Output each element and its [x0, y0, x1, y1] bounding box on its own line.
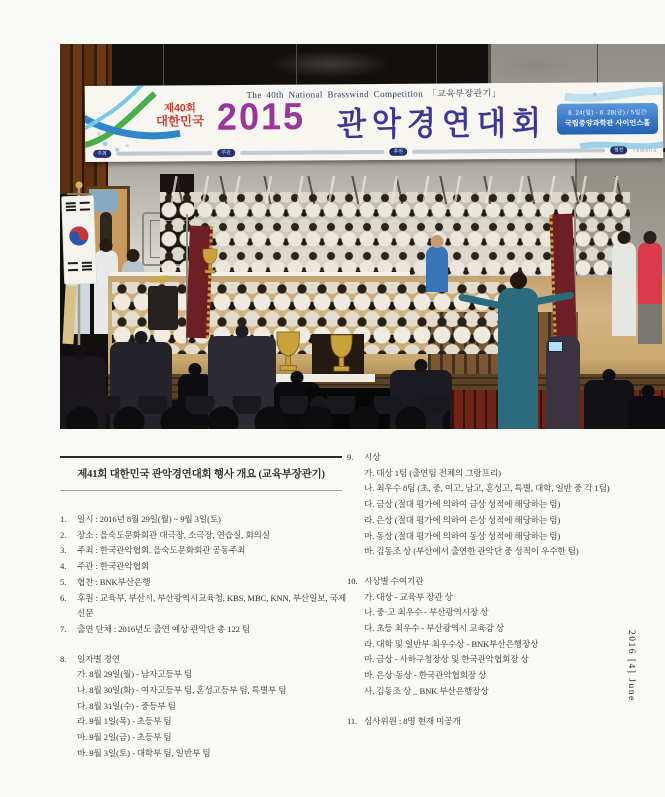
item-text: 바. 9월 3일(토) - 대학부 팀, 일반부 팀	[77, 747, 211, 758]
list-item	[60, 714, 348, 730]
banner-info-box	[557, 103, 658, 135]
sponsor-logos	[240, 150, 385, 155]
blue-polo-man	[426, 246, 448, 292]
list-item	[60, 683, 348, 699]
list-item	[347, 560, 625, 574]
list-item	[347, 450, 625, 466]
banner-korean-title: 관악경연대회	[336, 105, 548, 143]
list-item	[60, 512, 348, 528]
list-item	[60, 559, 348, 575]
item-number: 10.	[347, 575, 358, 586]
list-item	[60, 591, 348, 622]
banner-edition-line2: 대한민국	[155, 113, 205, 129]
item-number: 8.	[60, 653, 67, 664]
item-text: 심사위원 : 8명 현재 미공개	[364, 715, 461, 726]
item-text: 바. 김동조 상 (부산에서 출연한 관악단 중 성적이 우수한 팀)	[364, 546, 579, 557]
grey-skirt	[638, 302, 662, 344]
list-item	[347, 590, 625, 606]
sponsor-logos	[116, 151, 212, 156]
item-number: 4.	[60, 561, 67, 572]
item-text: 다. 초등 최우수 - 부산광역시 교육감 상	[364, 623, 505, 634]
item-text: 일시 : 2016년 8월 29일(월) ~ 9월 3일(토)	[77, 514, 221, 524]
item-text: 마. 9월 2일(금) - 초등부 팀	[77, 732, 172, 743]
item-text: 주관 : 한국관악협회	[77, 561, 149, 572]
list-item	[347, 513, 625, 529]
banner-dates: 8. 24(월) - 8. 28(금) / 5일간	[568, 109, 647, 117]
list-item	[347, 544, 625, 560]
list-item	[60, 746, 348, 762]
event-banner	[85, 82, 664, 162]
item-text: 가. 대상 1팀 (출연팀 전체의 그랑프리)	[364, 467, 501, 478]
item-text: 가. 대상 - 교육부 장관 상	[364, 591, 453, 602]
item-text: 바. 은상·동상 - 한국관악협회장 상	[364, 670, 487, 681]
article-column-right	[347, 450, 625, 729]
item-text: 출연 단체 : 2016년도 출연 예상 관악단 총 122 팀	[77, 623, 251, 634]
teal-shirt-man	[498, 288, 538, 429]
school-flag-left	[186, 226, 213, 339]
item-text: 협찬 : BNK부산은행	[77, 576, 151, 587]
list-item	[347, 497, 625, 513]
article-heading: 제41회 대한민국 관악경연대회 행사 개요 (교육부장관기)	[60, 456, 342, 491]
item-text: 다. 금상 (절대 평가에 의하여 금상 성적에 해당하는 팀)	[364, 499, 561, 510]
list-item	[347, 637, 625, 653]
banner-venue: 국립중앙과학관 사이언스홀	[564, 118, 651, 128]
list-item	[347, 481, 625, 497]
sponsor-badge-support: 후원	[389, 148, 407, 156]
issue-date-vertical: 2016 [4] June	[626, 630, 636, 702]
white-shirt-official	[612, 242, 636, 336]
list-item	[347, 621, 625, 637]
sponsor-badge-partner: 협찬	[610, 146, 628, 154]
list-item	[60, 699, 348, 715]
item-text: 마. 금상 - 사하구청장상 및 한국관악협회장 상	[364, 654, 529, 665]
article-column-left	[60, 512, 348, 762]
event-photo	[60, 44, 665, 429]
banner-year: 2015	[216, 94, 306, 139]
item-text: 사. 김동조 상 _ BNK 부산은행장상	[364, 685, 489, 696]
list-item	[60, 652, 348, 668]
item-text: 나. 8월 30일(화) - 여자고등부 팀, 혼성고등부 팀, 특별부 팀	[77, 685, 287, 696]
banner-wire	[163, 44, 164, 90]
trophy-icons	[265, 328, 380, 382]
item-text: 가. 8월 29일(월) - 남자고등부 팀	[77, 669, 193, 680]
item-number: 11.	[347, 715, 358, 726]
list-item	[60, 543, 348, 559]
list-item	[60, 667, 348, 683]
list-item	[347, 668, 625, 684]
item-text: 나. 최우수 8팀 (초, 중, 여고, 남고, 혼성고, 특별, 대학, 일반 중 각 1팀)	[364, 483, 610, 494]
item-text: 주최 : 한국관악협회. 을숙도문화회관 공동주최	[77, 545, 246, 556]
item-number: 6.	[60, 592, 67, 603]
item-number: 7.	[60, 623, 67, 634]
item-text: 후원 : 교육부, 부산시, 부산광역시교육청, KBS, MBC, KNN, 부산일보, 국제신문	[77, 592, 347, 619]
list-item	[60, 622, 348, 638]
raised-arms	[160, 176, 630, 204]
audience-silhouette	[628, 396, 665, 429]
item-text: 나. 중·고 최우수 - 부산광역시장 상	[364, 607, 489, 618]
item-number	[60, 638, 77, 652]
partner-logo-text: YAMAHA	[632, 147, 658, 153]
list-item	[347, 652, 625, 668]
item-number: 5.	[60, 576, 67, 587]
list-item	[347, 574, 625, 590]
item-number: 1.	[60, 514, 67, 524]
list-item	[347, 529, 625, 545]
stage-light-glow	[270, 50, 390, 78]
item-text: 일자별 경연	[77, 653, 121, 664]
drum-set	[148, 286, 178, 330]
item-number: 9.	[347, 452, 354, 462]
list-item	[347, 684, 625, 700]
list-item	[60, 730, 348, 746]
audience-silhouette	[584, 380, 634, 429]
list-item	[347, 714, 625, 730]
banner-english-title: The 40th National Brasswind Competition 「교육부장관기」	[246, 88, 502, 100]
list-item	[347, 700, 625, 714]
red-jacket-woman	[638, 242, 662, 304]
item-text: 시상별 수여기관	[364, 575, 424, 586]
list-item	[60, 638, 348, 652]
sponsor-badge-organizer: 주관	[217, 149, 235, 157]
item-number	[347, 560, 364, 574]
list-item	[347, 605, 625, 621]
item-text: 다. 8월 31일(수) - 중등부 팀	[77, 700, 176, 711]
list-item	[60, 528, 348, 544]
item-text: 라. 은상 (절대 평가에 의하여 은상 성적에 해당하는 팀)	[364, 514, 561, 525]
trophy-small	[198, 248, 224, 278]
banner-wire	[296, 44, 297, 90]
item-text: 마. 동상 (절대 평가에 의하여 동상 성적에 해당하는 팀)	[364, 530, 561, 541]
stage-light-glow	[490, 52, 580, 80]
list-item	[60, 575, 348, 591]
list-item	[347, 466, 625, 482]
teal-man-head	[510, 272, 527, 289]
banner-edition-line1: 제40회	[163, 102, 196, 115]
sponsor-logos	[412, 148, 605, 153]
banner-edition	[145, 103, 215, 129]
item-text: 라. 9월 1일(목) - 초등부 팀	[77, 716, 172, 727]
item-number: 3.	[60, 545, 67, 556]
item-text: 장소 : 을숙도문화회관 대극장, 소극장, 연습실, 회의실	[77, 529, 270, 540]
item-text: 시상	[364, 452, 381, 462]
sponsor-badge-host: 주최	[93, 150, 111, 158]
item-text: 라. 대학 및 일반부 최우수상 - BNK부산은행장상	[364, 638, 539, 649]
item-number: 2.	[60, 529, 67, 540]
audience-heads	[60, 396, 450, 429]
item-number	[347, 700, 364, 714]
phone-screen	[548, 341, 563, 352]
